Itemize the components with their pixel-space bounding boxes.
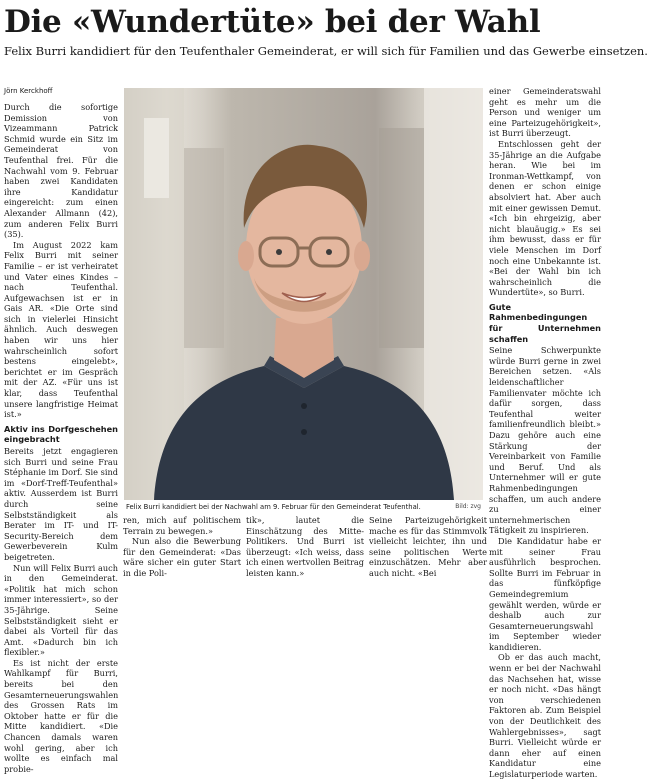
paragraph: Seine Parteizugehörigkeit mache es für das Stimmvolk vielleicht leichter, ihn und seine politischen Werte einzuschätzen. Mehr aber auch nicht. «Bei	[369, 515, 487, 578]
paragraph: Entschlossen geht der 35-Jährige an die Aufgabe heran. Wie bei im Ironman-Wettkampf, von denen er schon einige absolviert hat. Aber auch mit einer gewissen Demut. «Ich bin ehrgeizig, aber nicht blauäugig.» Es sei ihm bewusst, dass er für viele Menschen im Dorf noch eine Unbekannte ist. «Bei der Wahl bin ich wahrscheinlich die Wundertüte», so Burri.	[489, 138, 601, 298]
paragraph: Nun will Felix Burri auch in den Gemeinderat. «Politik hat mich schon immer interessiert», so der 35-Jährige. Seine Selbstständigkeit sieht er dabei als Vorteil für das Amt. «Dadurch bin ich flexibler.»	[4, 562, 118, 658]
portrait-photo	[124, 88, 483, 500]
photo-credit: Bild: zvg	[455, 503, 481, 510]
paragraph: Durch die sofortige Demission von Vizeammann Patrick Schmid wurde ein Sitz im Gemeinderat von Teufenthal frei. Für die Nachwahl vom 9. Februar haben zwei Kandidaten ihre Kandidatur eingereicht: zum einen Alexander Allmann (42), zum anderen Felix Burri (35).	[4, 102, 118, 240]
paragraph: Nun also die Bewerbung für den Gemeinderat: «Das wäre sicher ein guter Start in die Poli-	[123, 536, 241, 578]
caption-text: Felix Burri kandidiert bei der Nachwahl am 9. Februar für den Gemeinderat Teufenthal.	[126, 503, 421, 511]
paragraph: Seine Schwerpunkte würde Burri gerne in zwei Bereichen setzen. «Als leidenschaftlicher Familienvater möchte ich dafür sorgen, dass Teufenthal weiter familienfreundlich bleibt.» Dazu gehöre auch eine Stärkung der Vereinbarkeit von Familie und Beruf. Und als Unternehmer will er gute Rahmenbedingungen schaffen, um auch andere zu einer unternehmerischen Tätigkeit zu inspirieren.	[489, 345, 601, 536]
author-byline: Jörn Kerckhoff	[4, 87, 53, 95]
paragraph: Bereits jetzt engagieren sich Burri und seine Frau Stéphanie im Dorf. Sie sind im «Dorf-Treff-Teufenthal» aktiv. Ausserdem ist Burri durch seine Selbstständigkeit als Berater im IT- und IT-Security-Bereich dem Gewerbeverein Kulm beigetreten.	[4, 446, 118, 562]
article-column-2	[123, 515, 241, 589]
lead-text: Felix Burri kandidiert für den Teufenthaler Gemeinderat, er will sich für Familien und das Gewerbe einsetzen.	[4, 44, 648, 58]
subheading: Aktiv ins Dorfgeschehen eingebracht	[4, 423, 118, 445]
article-column-3	[246, 515, 364, 589]
paragraph: Ob er das auch macht, wenn er bei der Nachwahl das Nachsehen hat, wisse er noch nicht. «Das hängt von verschiedenen Faktoren ab. Zum Beispiel von der Deutlichkeit des Wahlergebnisses», sagt Burri. Vielleicht würde er dann eher auf einen Kandidatur eine Legislaturperiode warten.	[489, 652, 601, 779]
photo-caption	[124, 501, 483, 513]
subheading: Gute Rahmenbedingungen für Unternehmen schaffen	[489, 301, 601, 344]
paragraph: einer Gemeinderatswahl geht es mehr um die Person und weniger um eine Parteizugehörigkeit», ist Burri überzeugt.	[489, 86, 601, 139]
paragraph: tik», lautet die Einschätzung des Mitte-Politikers. Und Burri ist überzeugt: «Ich weiss, dass ich einen wertvollen Beitrag leisten kann.»	[246, 515, 364, 578]
headline: Die «Wundertüte» bei der Wahl	[4, 4, 541, 40]
paragraph: Im August 2022 kam Felix Burri mit seiner Familie – er ist verheiratet und Vater eines Kindes – nach Teufenthal. Aufgewachsen ist er in Gais AR. «Die Orte sind sich in vielerlei Hinsicht ähnlich. Auch deswegen haben wir uns hier wahrscheinlich sofort bestens eingelebt», berichtet er im Gespräch mit der AZ. «Für uns ist klar, dass Teufenthal unsere langfristige Heimat ist.»	[4, 239, 118, 420]
paragraph: Es ist nicht der erste Wahlkampf für Burri, bereits bei den Gesamterneuerungswahlen des Grossen Rats im Oktober hatte er für die Mitte kandidiert. «Die Chancen damals waren wohl gering, aber ich wollte es einfach mal probie-	[4, 657, 119, 774]
portrait-illustration	[124, 88, 483, 500]
article-column-5	[489, 86, 601, 779]
article-column-4	[369, 515, 487, 589]
article-column-1	[4, 86, 119, 774]
paragraph: ren, mich auf politischem Terrain zu bewegen.»	[123, 515, 241, 536]
paragraph: Die Kandidatur habe er mit seiner Frau ausführlich besprochen. Sollte Burri im Februar in das fünfköpfige Gemeindegremium gewählt werden, würde er deshalb auch zur Gesamterneuerungswahl im September wieder kandidieren.	[489, 535, 601, 652]
